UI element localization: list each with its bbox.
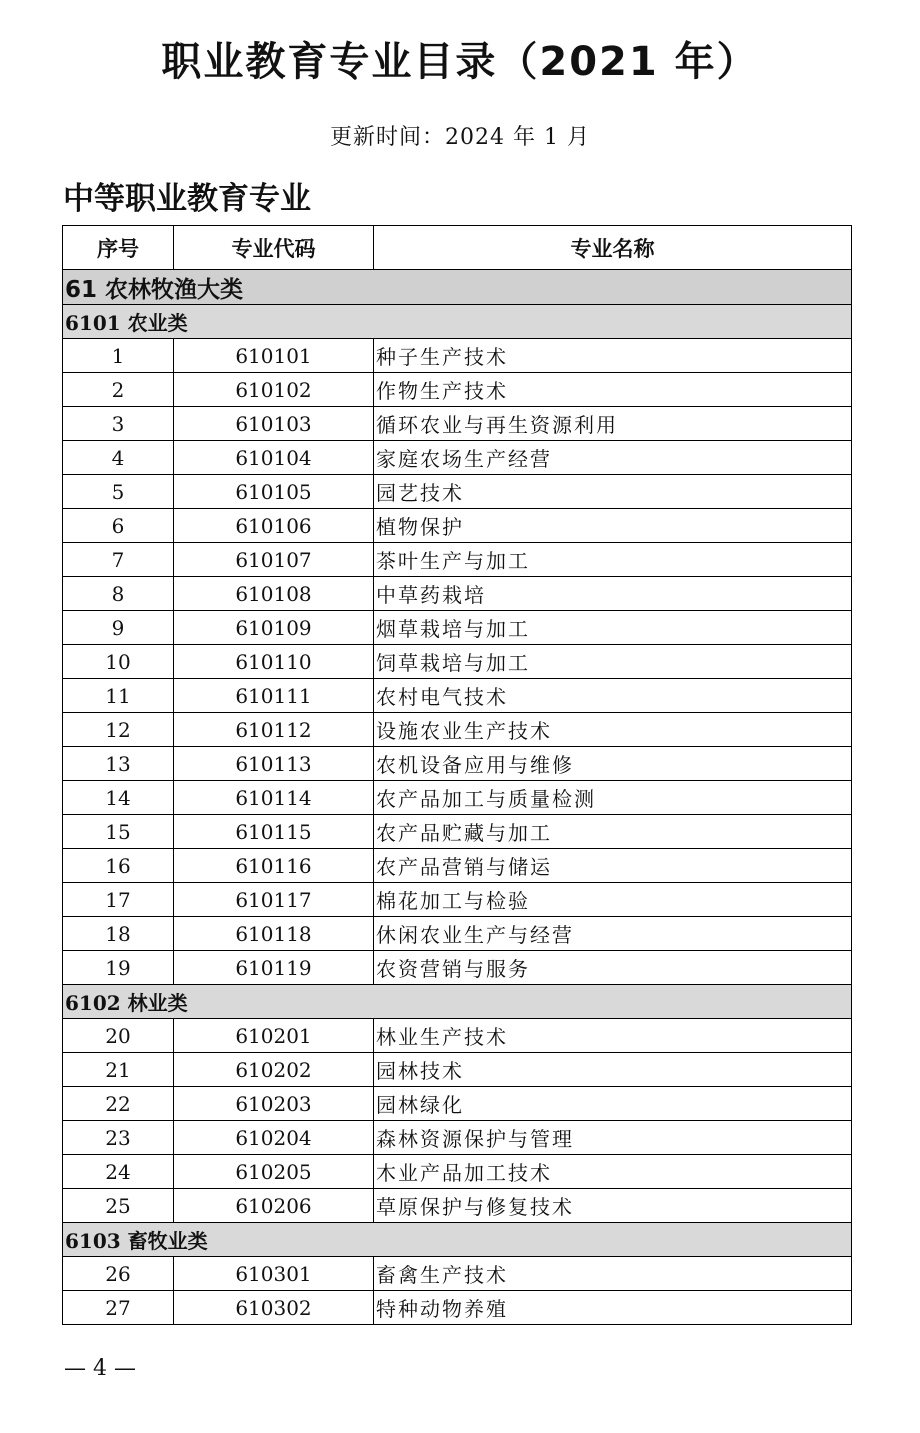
cell-code: 610105 [174,475,374,509]
cell-code: 610102 [174,373,374,407]
subcategory-label: 6102 林业类 [63,985,852,1019]
cell-name: 农机设备应用与维修 [374,747,852,781]
table-row [63,883,852,917]
cell-code: 610112 [174,713,374,747]
cell-name: 中草药栽培 [374,577,852,611]
table-row [63,917,852,951]
cell-code: 610110 [174,645,374,679]
cell-seq: 22 [63,1087,174,1121]
subcategory-row [63,985,852,1019]
table-row [63,1121,852,1155]
subcategory-row [63,305,852,339]
category-row [63,270,852,305]
cell-code: 610104 [174,441,374,475]
cell-code: 610108 [174,577,374,611]
cell-code: 610119 [174,951,374,985]
major-catalog-table [62,225,852,1325]
cell-seq: 6 [63,509,174,543]
table-row [63,407,852,441]
cell-name: 农村电气技术 [374,679,852,713]
header-code: 专业代码 [174,226,374,270]
cell-seq: 9 [63,611,174,645]
cell-code: 610109 [174,611,374,645]
table-row [63,747,852,781]
cell-code: 610201 [174,1019,374,1053]
table-row [63,543,852,577]
cell-seq: 19 [63,951,174,985]
cell-seq: 14 [63,781,174,815]
cell-code: 610111 [174,679,374,713]
table-row [63,781,852,815]
cell-name: 木业产品加工技术 [374,1155,852,1189]
cell-seq: 21 [63,1053,174,1087]
cell-name: 特种动物养殖 [374,1291,852,1325]
cell-seq: 11 [63,679,174,713]
table-row [63,475,852,509]
cell-seq: 12 [63,713,174,747]
cell-code: 610101 [174,339,374,373]
cell-code: 610114 [174,781,374,815]
cell-name: 园林技术 [374,1053,852,1087]
cell-name: 棉花加工与检验 [374,883,852,917]
cell-seq: 27 [63,1291,174,1325]
table-row [63,713,852,747]
cell-code: 610117 [174,883,374,917]
cell-code: 610202 [174,1053,374,1087]
cell-seq: 20 [63,1019,174,1053]
cell-code: 610106 [174,509,374,543]
cell-code: 610206 [174,1189,374,1223]
table-row [63,1291,852,1325]
header-seq: 序号 [63,226,174,270]
cell-seq: 25 [63,1189,174,1223]
cell-seq: 8 [63,577,174,611]
cell-seq: 4 [63,441,174,475]
table-row [63,1155,852,1189]
table-row [63,849,852,883]
cell-name: 农产品贮藏与加工 [374,815,852,849]
page-number: — 4 — [64,1356,136,1381]
cell-code: 610301 [174,1257,374,1291]
table-row [63,951,852,985]
cell-seq: 15 [63,815,174,849]
table-row [63,1257,852,1291]
cell-name: 饲草栽培与加工 [374,645,852,679]
table-row [63,373,852,407]
table-row [63,815,852,849]
cell-seq: 1 [63,339,174,373]
table-row [63,339,852,373]
cell-seq: 7 [63,543,174,577]
cell-code: 610107 [174,543,374,577]
cell-code: 610113 [174,747,374,781]
table-row [63,1189,852,1223]
cell-code: 610115 [174,815,374,849]
cell-seq: 24 [63,1155,174,1189]
cell-seq: 13 [63,747,174,781]
subcategory-row [63,1223,852,1257]
cell-seq: 16 [63,849,174,883]
cell-code: 610203 [174,1087,374,1121]
cell-code: 610205 [174,1155,374,1189]
cell-name: 家庭农场生产经营 [374,441,852,475]
table-row [63,679,852,713]
cell-seq: 10 [63,645,174,679]
cell-name: 农资营销与服务 [374,951,852,985]
cell-name: 种子生产技术 [374,339,852,373]
cell-name: 设施农业生产技术 [374,713,852,747]
cell-name: 畜禽生产技术 [374,1257,852,1291]
subcategory-label: 6101 农业类 [63,305,852,339]
table-row [63,1053,852,1087]
cell-seq: 2 [63,373,174,407]
update-date: 更新时间：2024 年 1 月 [330,125,590,150]
cell-code: 610302 [174,1291,374,1325]
table-header-row [63,226,852,270]
cell-code: 610204 [174,1121,374,1155]
cell-name: 循环农业与再生资源利用 [374,407,852,441]
document-title: 职业教育专业目录（2021 年） [161,39,759,85]
table-row [63,577,852,611]
cell-name: 植物保护 [374,509,852,543]
section-title: 中等职业教育专业 [63,181,311,217]
cell-name: 园艺技术 [374,475,852,509]
cell-name: 园林绿化 [374,1087,852,1121]
cell-seq: 3 [63,407,174,441]
cell-seq: 5 [63,475,174,509]
cell-seq: 26 [63,1257,174,1291]
table-row [63,611,852,645]
header-name: 专业名称 [374,226,852,270]
category-label: 61 农林牧渔大类 [63,270,852,305]
table-row [63,509,852,543]
table-row [63,441,852,475]
cell-name: 农产品营销与储运 [374,849,852,883]
table-row [63,1019,852,1053]
subcategory-label: 6103 畜牧业类 [63,1223,852,1257]
cell-code: 610103 [174,407,374,441]
cell-name: 森林资源保护与管理 [374,1121,852,1155]
cell-code: 610118 [174,917,374,951]
cell-seq: 18 [63,917,174,951]
cell-seq: 17 [63,883,174,917]
cell-name: 作物生产技术 [374,373,852,407]
table-row [63,1087,852,1121]
cell-name: 休闲农业生产与经营 [374,917,852,951]
cell-code: 610116 [174,849,374,883]
cell-name: 林业生产技术 [374,1019,852,1053]
cell-seq: 23 [63,1121,174,1155]
cell-name: 农产品加工与质量检测 [374,781,852,815]
cell-name: 烟草栽培与加工 [374,611,852,645]
table-row [63,645,852,679]
cell-name: 草原保护与修复技术 [374,1189,852,1223]
cell-name: 茶叶生产与加工 [374,543,852,577]
